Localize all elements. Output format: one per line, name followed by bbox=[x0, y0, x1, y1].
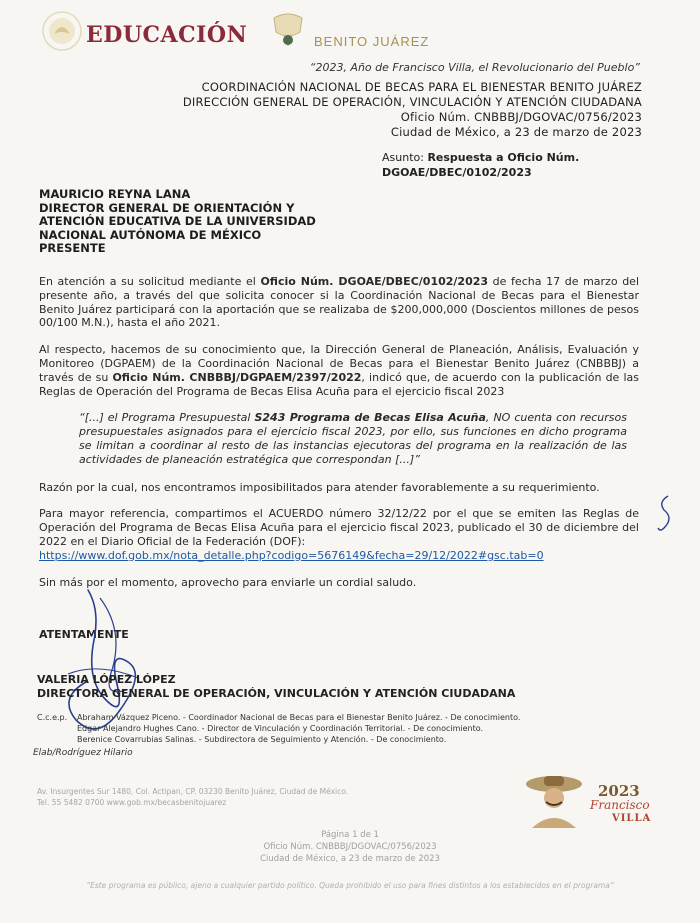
ccp-item: Edgar Alejandro Hughes Cano. - Director de Vinculación y Coordinación Territorial. - De conocimiento. bbox=[77, 724, 484, 733]
paragraph-5: Sin más por el momento, aprovecho para enviarle un cordial saludo. bbox=[39, 575, 417, 589]
recipient-title-3: NACIONAL AUTÓNOMA DE MÉXICO bbox=[39, 227, 262, 242]
address-line-2: Tel. 55 5482 0700 www.gob.mx/becasbenitojuarez bbox=[37, 798, 227, 807]
educacion-logo bbox=[40, 8, 270, 54]
office-line-2: DIRECCIÓN GENERAL DE OPERACIÓN, VINCULACIÓN Y ATENCIÓN CIUDADANA bbox=[182, 95, 642, 109]
p2-oficio-ref: Oficio Núm. CNBBBJ/DGPAEM/2397/2022 bbox=[112, 370, 362, 384]
address-line-1: Av. Insurgentes Sur 1480, Col. Actipan, CP. 03230 Benito Juárez, Ciudad de México. bbox=[37, 787, 349, 796]
footer-oficio: Oficio Núm. CNBBBJ/DGOVAC/0756/2023 bbox=[263, 842, 437, 852]
recipient-title-1: DIRECTOR GENERAL DE ORIENTACIÓN Y bbox=[39, 200, 295, 215]
quote-program-name: S243 Programa de Becas Elisa Acuña bbox=[254, 411, 486, 425]
p2-text-c: , indicó que, de acuerdo con la publicación de las Reglas de Operación del Programa de Becas Elisa Acuña para el ejercicio fiscal 2023 bbox=[39, 370, 639, 398]
letter-body bbox=[39, 275, 639, 602]
eagle-seal-icon bbox=[40, 10, 86, 52]
villa-logo-name-1: Francisco bbox=[590, 798, 650, 812]
becas-emblem-icon bbox=[270, 10, 306, 50]
signer-block bbox=[37, 673, 515, 701]
year-motto: “2023, Año de Francisco Villa, el Revolucionario del Pueblo” bbox=[309, 61, 640, 74]
p1-text-a: En atención a su solicitud mediante el bbox=[39, 275, 261, 288]
issuing-office-block bbox=[183, 80, 642, 140]
ccp-list bbox=[77, 712, 520, 745]
p2-text-a: Al respecto, hacemos de su conocimiento que, la Dirección General de Planeación, Análisis, Evaluación y Monitoreo (DGPAEM) de la Coordinación Nacional de Becas para el Bienestar Benito Juárez (CNBBBJ) a través de su bbox=[39, 343, 639, 384]
quote-text-a: “[...] el Programa Presupuestal bbox=[79, 411, 255, 425]
becas-benito-juarez-logo bbox=[270, 10, 440, 54]
paragraph-3: Razón por la cual, nos encontramos imposibilitados para atender favorablemente a su requerimiento. bbox=[39, 480, 600, 494]
p4-text: Para mayor referencia, compartimos el ACUERDO número 32/12/22 por el que se emiten las Reglas de Operación del Programa de Becas Elisa Acuña para el ejercicio fiscal 2023, publicado el 30 de diciembre del 2022 en el Diario Oficial de la Federación (DOF): bbox=[39, 507, 639, 548]
oficio-number: Oficio Núm. CNBBBJ/DGOVAC/0756/2023 bbox=[400, 110, 642, 124]
program-disclaimer: “Este programa es público, ajeno a cualquier partido político. Queda prohibido el uso para fines distintos a los establecidos en el programa” bbox=[86, 881, 614, 890]
becas-logo-text: BENITO JUÁREZ bbox=[314, 34, 430, 49]
ccp-item: Berenice Covarrubias Salinas. - Subdirectora de Seguimiento y Atención. - De conocimiento. bbox=[77, 735, 447, 744]
villa-logo-name-2: VILLA bbox=[612, 813, 652, 824]
recipient-name: MAURICIO REYNA LANA bbox=[39, 187, 191, 201]
p1-text-c: de fecha 17 de marzo del presente año, a través del que solicita conocer si la Coordinación Nacional de Becas para el Bienestar Benito Juárez participará con la aportación que se realizaba de $200,000,000 (Doscientos millones de pesos 00/100 M.N.), hasta el año 2021. bbox=[39, 275, 639, 330]
subject-label: Asunto: bbox=[382, 151, 424, 164]
address-block bbox=[37, 786, 348, 808]
ccp-item: Abraham Vázquez Piceno. - Coordinador Nacional de Becas para el Bienestar Benito Juárez. - De conocimiento. bbox=[77, 713, 521, 722]
subject-line bbox=[382, 150, 644, 180]
dof-link[interactable]: https://www.dof.gob.mx/nota_detalle.php?codigo=5676149&fecha=29/12/2022#gsc.tab=0 bbox=[39, 548, 544, 562]
recipient-block bbox=[39, 188, 339, 256]
ccp-label: C.c.e.p. bbox=[37, 713, 68, 722]
margin-mark bbox=[654, 492, 688, 532]
quote-text-c: , NO cuenta con recursos presupuestales asignados para el ejercicio fiscal 2023, por ello, sus funciones en dicho programa se limitan a coordinar al resto de las instancias ejecutoras del programa en la realización de las actividades de planeación estratégica que correspondan [...]” bbox=[79, 411, 627, 466]
signer-name: VALERIA LÓPEZ LÓPEZ bbox=[37, 673, 176, 686]
educacion-logo-text: EDUCACIÓN bbox=[86, 22, 248, 48]
drafter-initials: Elab/Rodríguez Hilario bbox=[33, 748, 133, 758]
recipient-title-2: ATENCIÓN EDUCATIVA DE LA UNIVERSIDAD bbox=[39, 214, 316, 228]
dof-link-line bbox=[39, 549, 639, 563]
signer-title: DIRECTORA GENERAL DE OPERACIÓN, VINCULACIÓN Y ATENCIÓN CIUDADANA bbox=[37, 687, 516, 700]
footer-date: Ciudad de México, a 23 de marzo de 2023 bbox=[260, 854, 440, 864]
recipient-presente: PRESENTE bbox=[39, 241, 106, 255]
paragraph-2 bbox=[39, 343, 639, 398]
subject-value: Respuesta a Oficio Núm. DGOAE/DBEC/0102/2023 bbox=[382, 151, 580, 179]
p1-oficio-ref: Oficio Núm. DGOAE/DBEC/0102/2023 bbox=[260, 275, 489, 288]
office-line-1: COORDINACIÓN NACIONAL DE BECAS PARA EL BIENESTAR BENITO JUÁREZ bbox=[201, 80, 642, 94]
place-date: Ciudad de México, a 23 de marzo de 2023 bbox=[390, 125, 642, 139]
closing-atentamente: ATENTAMENTE bbox=[39, 628, 129, 641]
quoted-paragraph bbox=[79, 411, 627, 466]
page-number: Página 1 de 1 bbox=[321, 830, 379, 840]
villa-logo-year: 2023 bbox=[598, 782, 640, 800]
page-footer bbox=[0, 829, 700, 865]
paragraph-1 bbox=[39, 275, 639, 330]
paragraph-4 bbox=[39, 507, 639, 548]
